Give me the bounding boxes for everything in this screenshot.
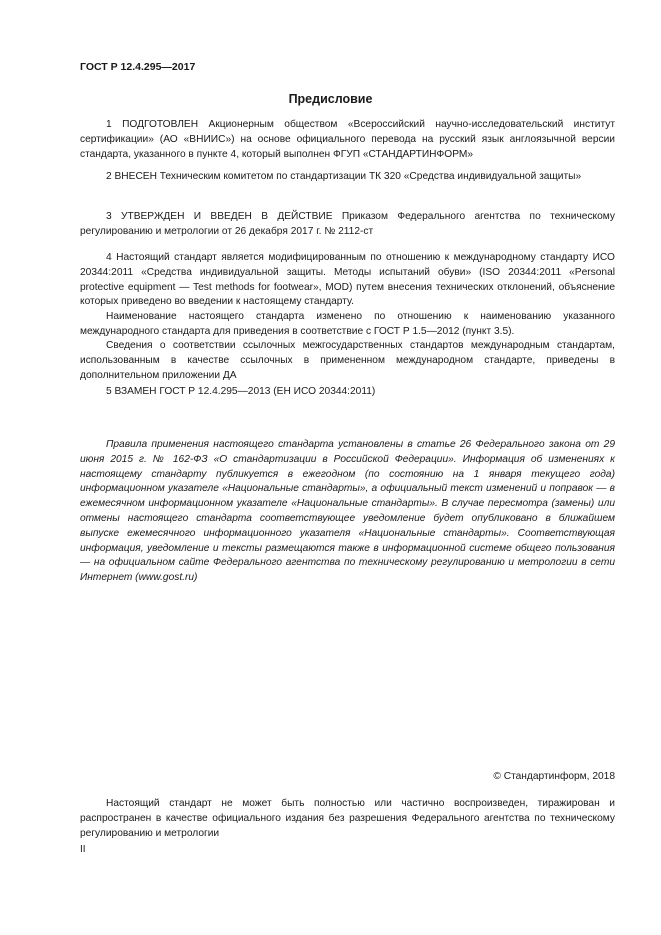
application-rules-notice: Правила применения настоящего стандарта установлены в статье 26 Федерального закона от 29 июня 2015 г. № 162-ФЗ «О стандартизации в Российской Федерации». Информация об изменениях к настоящему стандарту публикуется в ежегодном (по состоянию на 1 января текущего года) информационном указателе «Национальные стандарты», а официальный текст изменений и поправок — в ежемесячном информационном указателе «Национальные стандарты». В случае пересмотра (замены) или отмены настоящего стандарта соответствующее уведомление будет опубликовано в ближайшем выпуске ежемесячного информационного указателя «Национальные стандарты». Соответствующая информация, уведомление и тексты размещаются также в информационной системе общего пользования — на официальном сайте Федерального агентства по техническому регулированию и метрологии в сети Интернет (www.gost.ru) <box>80 439 615 584</box>
item-4-reference-info: Сведения о соответствии ссылочных межгосударственных стандартов международным стандартам, использованным в качестве ссылочных в примененном международном стандарте, приведены в дополнительном приложении ДА <box>80 340 615 381</box>
item-1-prepared-by: 1 ПОДГОТОВЛЕН Акционерным обществом «Всероссийский научно-исследовательский институт сертификации» (АО «ВНИИС») на основе официального перевода на русский язык англоязычной версии стандарта, указанного в пункте 4, который выполнен ФГУП «СТАНДАРТИНФОРМ» <box>80 119 615 160</box>
item-4-modification: 4 Настоящий стандарт является модифицированным по отношению к международному стандарту ИСО 20344:2011 «Средства индивидуальной защиты. Методы испытаний обуви» (ISO 20344:2011 «Personal protective equipment — Test methods for footwear», MOD) путем внесения технических отклонений, объяснение которых приведено во введении к настоящему стандарту. <box>80 252 615 308</box>
item-4-name-change: Наименование настоящего стандарта изменено по отношению к наименованию указанного международного стандарта для приведения в соответствие с ГОСТ Р 1.5—2012 (пункт 3.5). <box>80 311 615 337</box>
reproduction-notice: Настоящий стандарт не может быть полностью или частично воспроизведен, тиражирован и распространен в качестве официального издания без разрешения Федерального агентства по техническому регулированию и метрологии <box>80 798 615 839</box>
document-id: ГОСТ Р 12.4.295—2017 <box>80 61 196 73</box>
copyright: © Стандартинформ, 2018 <box>493 771 615 782</box>
item-3-approved: 3 УТВЕРЖДЕН И ВВЕДЕН В ДЕЙСТВИЕ Приказом Федерального агентства по техническому регулированию и метрологии от 26 декабря 2017 г. № 2112-ст <box>80 211 615 237</box>
page-title: Предисловие <box>288 92 373 106</box>
item-2-submitted-by: 2 ВНЕСЕН Техническим комитетом по стандартизации ТК 320 «Средства индивидуальной защиты» <box>106 171 582 182</box>
page-number: II <box>80 844 86 855</box>
item-5-replaces: 5 ВЗАМЕН ГОСТ Р 12.4.295—2013 (ЕН ИСО 20344:2011) <box>106 386 376 397</box>
